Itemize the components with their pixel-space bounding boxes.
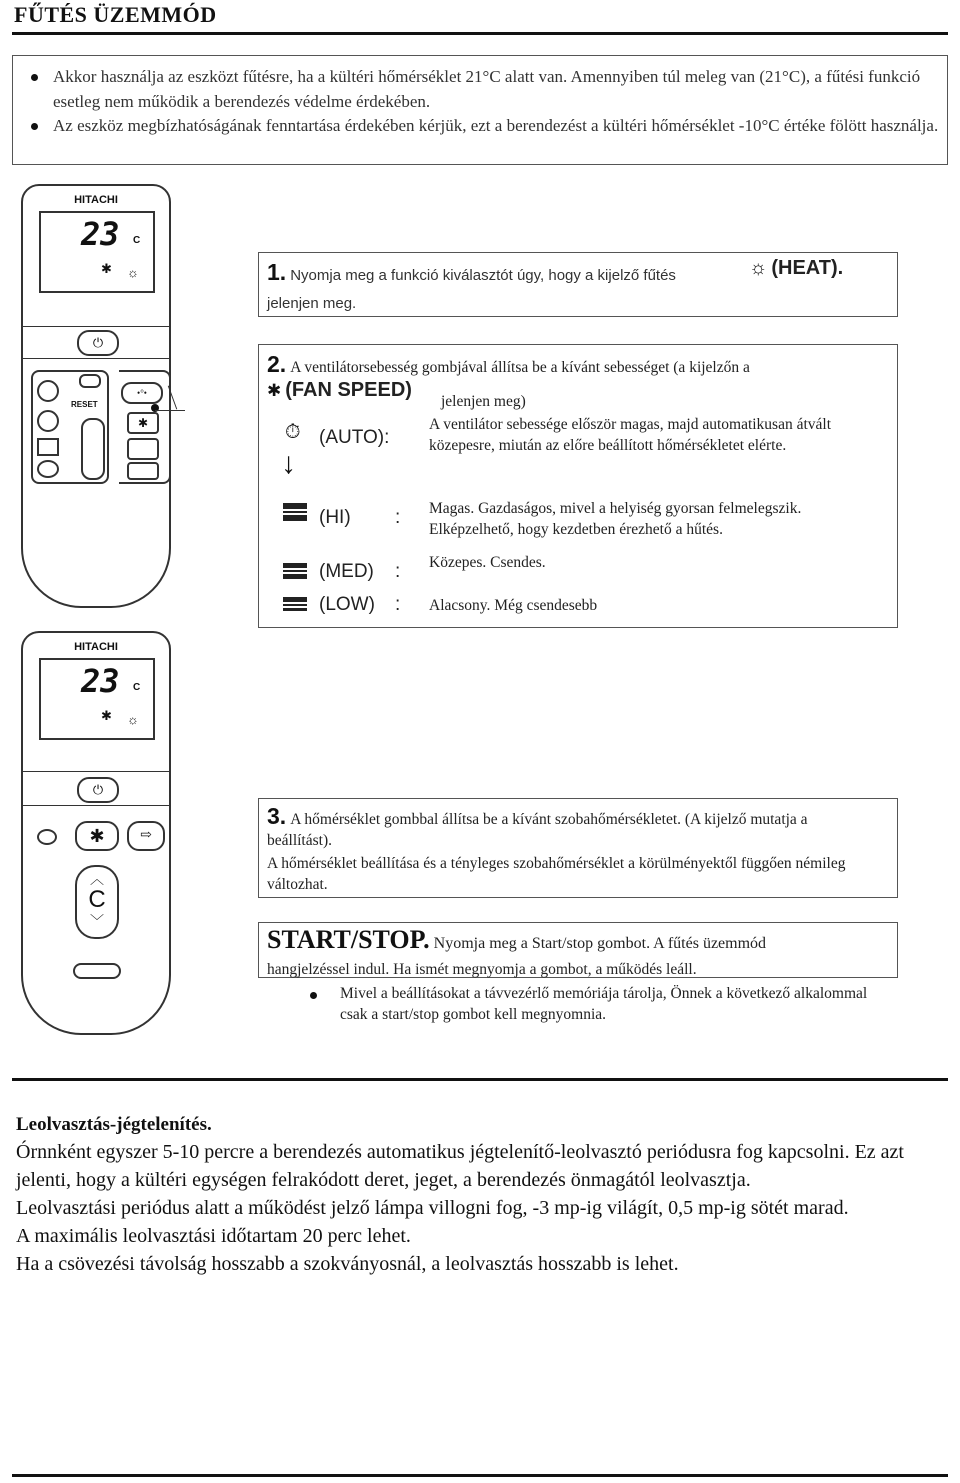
step-2-box — [258, 344, 898, 628]
remote-display — [39, 211, 155, 293]
small-button[interactable] — [37, 829, 57, 845]
function-button[interactable]: •°• — [121, 382, 163, 404]
fan-speed-button[interactable]: ✱ — [127, 412, 159, 434]
step-2-line1 — [267, 351, 750, 378]
remote-divider — [23, 771, 169, 772]
heat-label: (HEAT). — [771, 257, 844, 279]
step-2-text-after: jelenjen meg) — [441, 393, 526, 410]
lcd-fan-icon: ✱ — [101, 708, 112, 723]
button-panel-right — [119, 370, 171, 484]
defrost-paragraph-1: Órnnként egyszer 5-10 percre a berendezés automatikus jégtelenítő-leolvasztó periódusra fog kapcsolni. Ez azt jelenti, hogy a kültéri egységen felrakódott deret, jeget, a berendezés önmagától leolvasztja. — [16, 1141, 904, 1191]
lcd-sun-icon: ☼ — [127, 265, 139, 280]
mode-hi-label: (HI) — [319, 507, 351, 528]
power-button[interactable]: ⏻ — [77, 777, 119, 803]
mode-hi-desc: Magas. Gazdaságos, mivel a helyiség gyorsan felmelegszik. Elképzelhető, hogy kezdetben érezhető a hűtés. — [429, 500, 802, 538]
chevron-down-icon: ﹀ — [90, 913, 104, 929]
step-2-number: 2. — [267, 351, 287, 377]
timer-on-button[interactable] — [37, 380, 59, 402]
mode-hi-colon: : — [395, 507, 401, 528]
down-arrow-icon: ↓ — [281, 447, 296, 480]
mode-auto-desc: A ventilátor sebessége először magas, majd automatikusan átvált közepesre, miután az előre beállított hőmérsékletet elérte. — [429, 416, 832, 454]
remote-display — [39, 658, 155, 740]
sleep-button[interactable] — [127, 462, 159, 480]
defrost-section — [16, 1112, 946, 1278]
startstop-box — [258, 922, 898, 978]
intro-bullet-1: Akkor használja az eszközt fűtésre, ha a kültéri hőmérséklet 21°C alatt van. Amennyiben túl meleg van (21°C), a fűtési funkció esetleg nem működik a berendezés védelme érdekében. — [13, 65, 947, 114]
page-title: FŰTÉS ÜZEMMÓD — [14, 2, 217, 27]
remote-divider — [23, 326, 169, 327]
bottom-divider — [12, 1474, 948, 1477]
startstop-title: START/STOP. — [267, 925, 430, 954]
lcd-unit: C — [133, 682, 141, 693]
timer-off-button[interactable] — [37, 410, 59, 432]
lcd-unit: C — [133, 235, 141, 246]
lcd-fan-icon: ✱ — [101, 261, 112, 276]
remote-divider-2 — [23, 358, 169, 359]
sun-icon: ☼ — [749, 257, 768, 279]
mode-low-desc: Alacsony. Még csendesebb — [429, 597, 598, 614]
mode-low-label: (LOW) — [319, 594, 375, 615]
timer-set-button[interactable] — [37, 438, 59, 456]
power-button[interactable]: ⏻ — [77, 330, 119, 356]
step-1-line1 — [267, 259, 676, 286]
startstop-bullet: Mivel a beállításokat a távvezérlő memóriája tárolja, Önnek a következő alkalommal csak a start/stop gombot kell megnyomnia. — [292, 983, 892, 1025]
fan-speed-label: (FAN SPEED) — [285, 379, 412, 401]
remote-control-1 — [21, 184, 171, 608]
step-1-text-b: jelenjen meg. — [267, 295, 357, 312]
startstop-bullets — [292, 983, 892, 1025]
defrost-paragraph-4: Ha a csövezési távolság hosszabb a szokványosnál, a leolvasztás hosszabb is lehet. — [16, 1253, 679, 1275]
heat-indicator — [749, 257, 843, 280]
mode-auto-label: (AUTO): — [319, 427, 390, 448]
intro-box — [12, 55, 948, 165]
step-3-text-b: A hőmérséklet beállítása és a tényleges szobahőmérséklet a körülményektől függően némileg változhat. — [267, 855, 846, 893]
med-icon — [283, 563, 307, 579]
defrost-heading: Leolvasztás-jégtelenítés. — [16, 1114, 212, 1135]
intro-bullets — [13, 65, 947, 139]
intro-bullet-2: Az eszköz megbízhatóságának fenntartása érdekében kérjük, ezt a berendezést a kültéri hőmérséklet -10°C értéke fölött használja. — [13, 114, 947, 139]
lcd-temperature: 23 — [81, 215, 120, 253]
defrost-paragraph-2: Leolvasztási periódus alatt a működést jelző lámpa villogni fog, -3 mp-ig világít, 0,5 mp-ig sötét marad. — [16, 1197, 849, 1219]
startstop-line1 — [267, 925, 766, 955]
hi-icon — [283, 503, 307, 521]
step-2-text: A ventilátorsebesség gombjával állítsa be a kívánt sebességet (a kijelzőn a — [290, 359, 750, 376]
section-divider — [12, 1078, 948, 1081]
startstop-text-a: Nyomja meg a Start/stop gombot. A fűtés üzemmód — [433, 935, 767, 952]
pointer-line — [155, 410, 185, 411]
remote-divider-2 — [23, 805, 169, 806]
mode-small-button[interactable] — [79, 374, 101, 388]
reset-label: RESET — [71, 400, 98, 409]
lcd-temperature: 23 — [81, 662, 120, 700]
mode-med-colon: : — [395, 561, 401, 582]
step-1-box — [258, 252, 898, 317]
mode-med-desc: Közepes. Csendes. — [429, 554, 546, 571]
defrost-paragraph-3: A maximális leolvasztási időtartam 20 perc lehet. — [16, 1225, 411, 1247]
remote-brand: HITACHI — [74, 194, 118, 206]
bottom-button[interactable] — [73, 963, 121, 979]
fan-speed-button[interactable]: ✱ — [75, 821, 119, 851]
fan-speed-indicator — [267, 379, 412, 402]
lcd-sun-icon: ☼ — [127, 712, 139, 727]
step-3-box — [258, 798, 898, 898]
remote-brand: HITACHI — [74, 641, 118, 653]
title-divider — [12, 32, 948, 35]
button-panel-left — [31, 370, 109, 484]
temperature-rocker-label: C — [88, 886, 106, 913]
auto-icon: ⏱ — [285, 421, 301, 443]
temp-rocker[interactable] — [81, 418, 105, 480]
remote-control-2 — [21, 631, 171, 1035]
step-3-text-a: A hőmérséklet gombbal állítsa be a kívánt szobahőmérsékletet. (A kijelző mutatja a beállítást). — [267, 811, 808, 849]
temperature-rocker[interactable] — [75, 865, 119, 939]
swing-button[interactable] — [127, 438, 159, 460]
mode-low-colon: : — [395, 594, 401, 615]
mode-med-label: (MED) — [319, 561, 374, 582]
step-1-text: Nyomja meg a funkció kiválasztót úgy, hogy a kijelző fűtés — [290, 267, 676, 284]
startstop-text-b: hangjelzéssel indul. Ha ismét megnyomja a gombot, a működés leáll. — [267, 961, 697, 978]
fan-icon: ✱ — [267, 381, 282, 400]
low-icon — [283, 597, 307, 611]
step-1-number: 1. — [267, 259, 287, 285]
step-3-line1 — [267, 803, 867, 851]
chevron-up-icon: ︿ — [90, 871, 104, 887]
function-button[interactable]: ⇨ — [127, 821, 165, 851]
timer-cancel-button[interactable] — [37, 460, 59, 478]
step-3-number: 3. — [267, 803, 287, 829]
